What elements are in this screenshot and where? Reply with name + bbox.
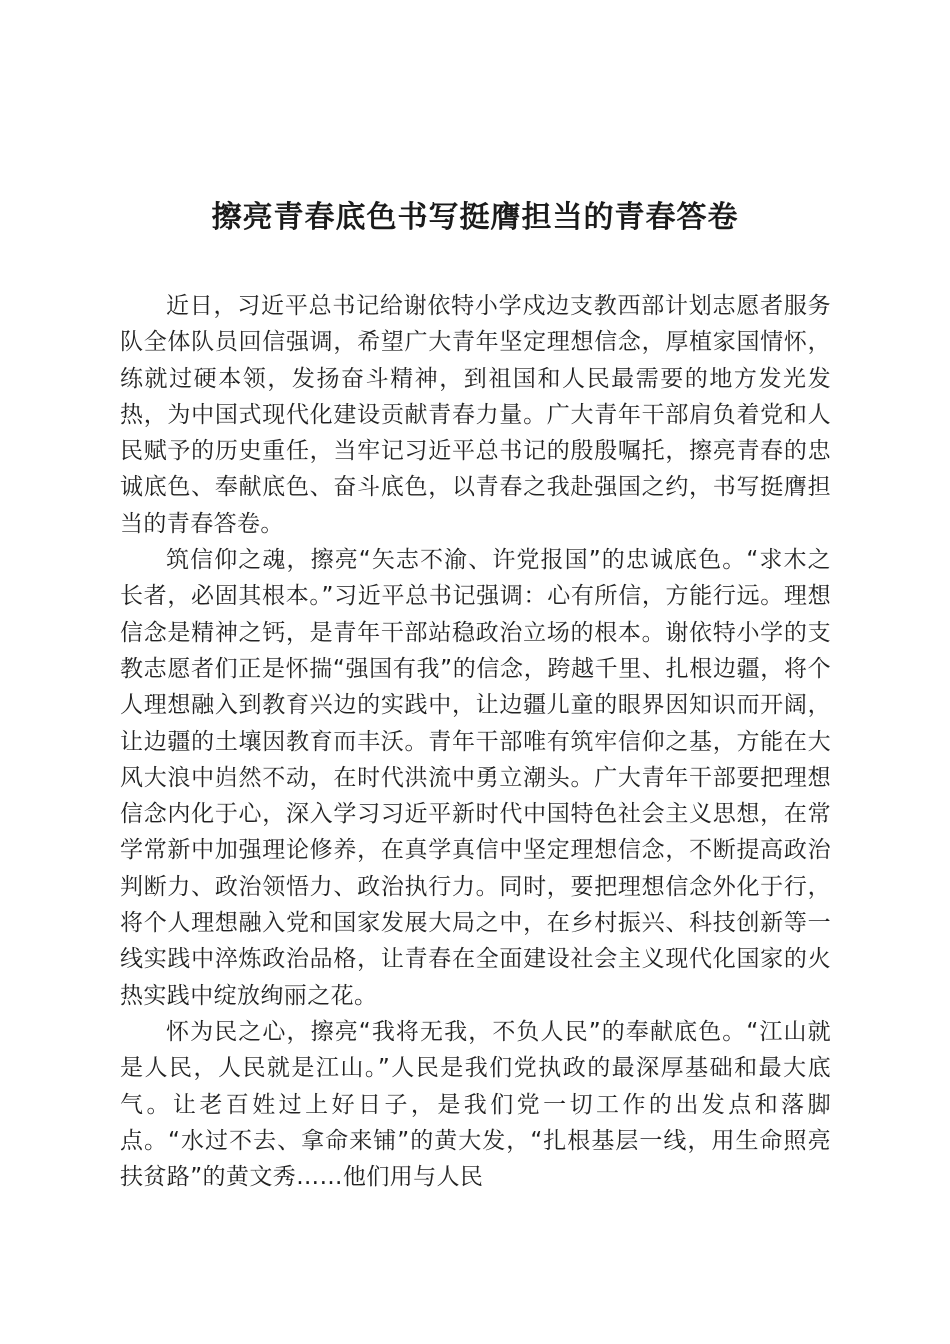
paragraph-intro: 近日，习近平总书记给谢依特小学戍边支教西部计划志愿者服务队全体队员回信强调，希望广大青年坚定理想信念，厚植家国情怀，练就过硬本领，发扬奋斗精神，到祖国和人民最需要的地方发光发热，为中国式现代化建设贡献青春力量。广大青年干部肩负着党和人民赋予的历史重任，当牢记习近平总书记的殷殷嘱托，擦亮青春的忠诚底色、奉献底色、奋斗底色，以青春之我赴强国之约，书写挺膺担当的青春答卷。	[120, 293, 831, 537]
paragraph-loyalty: 筑信仰之魂，擦亮“矢志不渝、许党报国”的忠诚底色。“求木之长者，必固其根本。”习近平总书记强调：心有所信，方能行远。理想信念是精神之钙，是青年干部站稳政治立场的根本。谢依特小学的支教志愿者们正是怀揣“强国有我”的信念，跨越千里、扎根边疆，将个人理想融入到教育兴边的实践中，让边疆儿童的眼界因知识而开阔，让边疆的土壤因教育而丰沃。青年干部唯有筑牢信仰之基，方能在大风大浪中岿然不动，在时代洪流中勇立潮头。广大青年干部要把理想信念内化于心，深入学习习近平新时代中国特色社会主义思想，在常学常新中加强理论修养，在真学真信中坚定理想信念，不断提高政治判断力、政治领悟力、政治执行力。同时，要把理想信念外化于行，将个人理想融入党和国家发展大局之中，在乡村振兴、科技创新等一线实践中淬炼政治品格，让青春在全面建设社会主义现代化国家的火热实践中绽放绚丽之花。	[120, 547, 831, 1009]
paragraph-dedication: 怀为民之心，擦亮“我将无我，不负人民”的奉献底色。“江山就是人民，人民就是江山。”人民是我们党执政的最深厚基础和最大底气。让老百姓过上好日子，是我们党一切工作的出发点和落脚点。“水过不去、拿命来铺”的黄大发，“扎根基层一线，用生命照亮扶贫路”的黄文秀……他们用与人民	[120, 1018, 831, 1191]
document-title: 擦亮青春底色书写挺膺担当的青春答卷	[211, 200, 739, 235]
document-body	[120, 288, 831, 1195]
